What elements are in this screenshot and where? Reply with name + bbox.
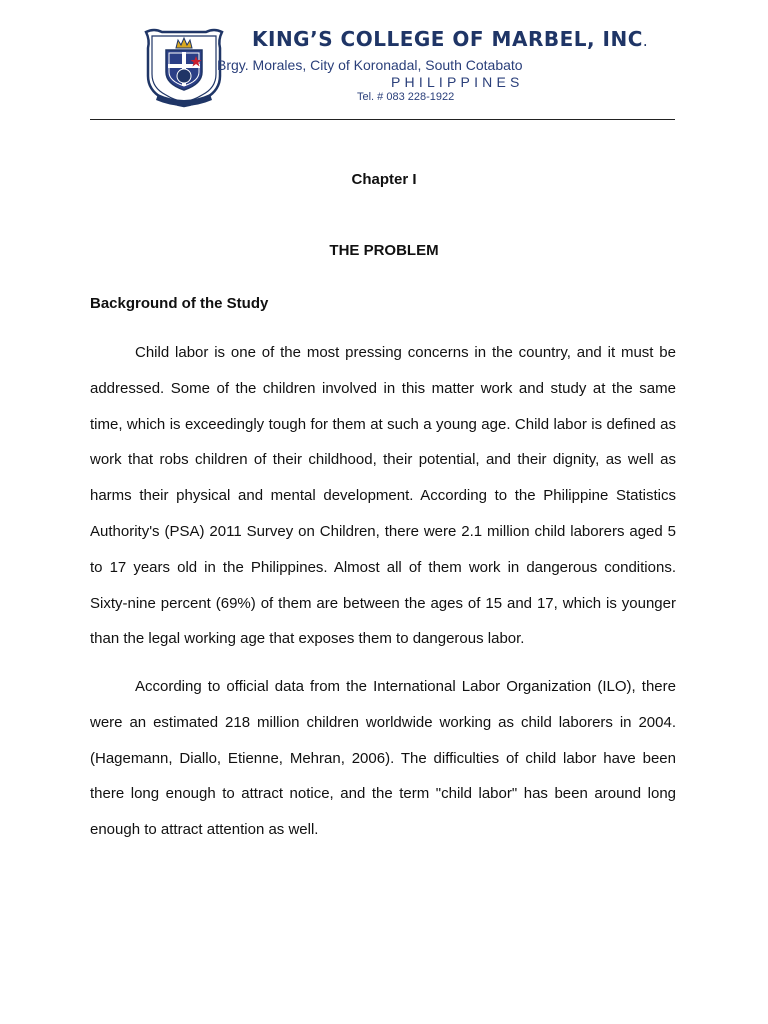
header-divider (90, 119, 675, 120)
body-paragraph-1: Child labor is one of the most pressing concerns in the country, and it must be addressed. Some of the children involved in this matter work and study at the same time, which is exceedingly tough for them at such a young age. Child labor is defined as work that robs children of their childhood, their potential, and their dignity, as well as harms their physical and mental development. According to the Philippine Statistics Authority's (PSA) 2011 Survey on Children, there were 2.1 million child laborers aged 5 to 17 years old in the Philippines. Almost all of them work in dangerous conditions. Sixty-nine percent (69%) of them are between the ages of 15 and 17, which is younger than the legal working age that exposes them to dangerous labor. (90, 344, 676, 648)
body-paragraph-2: According to official data from the International Labor Organization (ILO), there were an estimated 218 million children worldwide working as child laborers in 2004. (Hagemann, Diallo, Etienne, Mehran, 2006). The difficulties of child labor have been there long enough to attract notice, and the term "child labor" has been around long enough to attract attention as well. (90, 678, 676, 839)
college-name (252, 27, 648, 51)
section-heading: Background of the Study (90, 295, 269, 312)
chapter-title: THE PROBLEM (329, 242, 439, 259)
college-telephone: Tel. # 083 228-1922 (357, 91, 455, 103)
college-address: Brgy. Morales, City of Koronadal, South Cotabato (217, 57, 523, 73)
college-name-period: . (642, 32, 649, 50)
college-seal-logo (140, 26, 228, 108)
chapter-heading: Chapter I (351, 171, 417, 188)
college-name-text: KING’S COLLEGE OF MARBEL, INC (252, 27, 643, 51)
college-country: PHILIPPINES (391, 74, 524, 90)
